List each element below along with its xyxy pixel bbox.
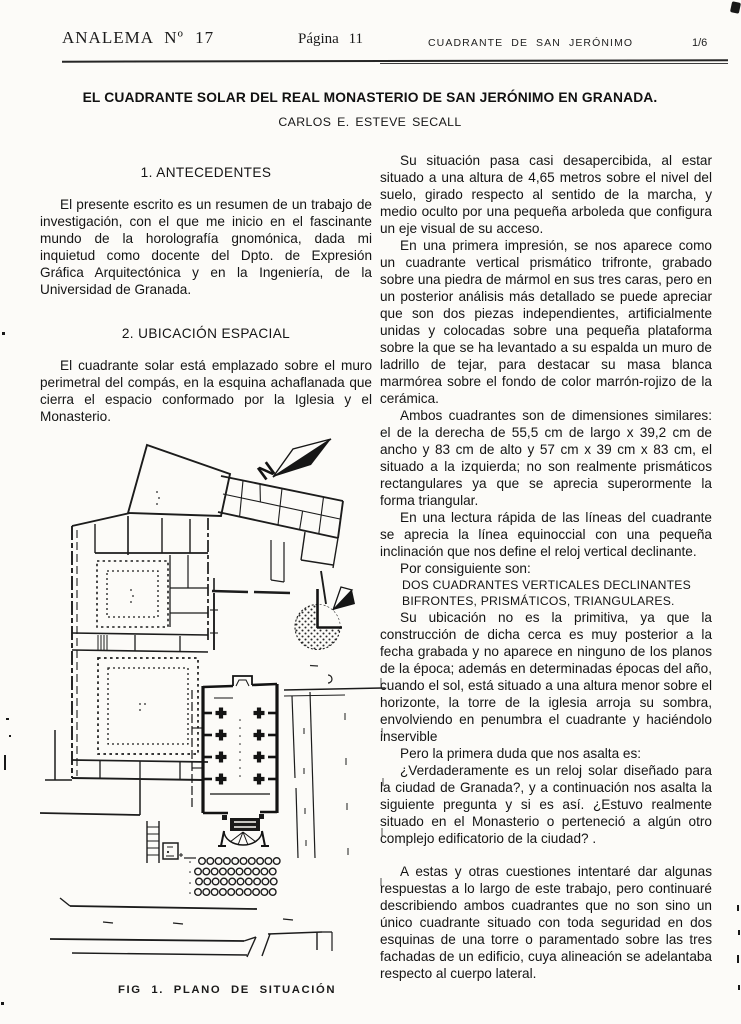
scan-artifact [737, 905, 739, 911]
article-title: EL CUADRANTE SOLAR DEL REAL MONASTERIO DE SAN JERÓNIMO EN GRANADA. [82, 90, 658, 105]
page-number-label: Página 11 [298, 31, 364, 47]
article-author: CARLOS E. ESTEVE SECALL [278, 115, 462, 129]
left-column [40, 156, 372, 425]
paragraph: ¿Verdaderamente es un reloj solar diseñado para la ciudad de Granada?, y a continuación nos asalta la siguiente pregunta y si es así. ¿Estuvo realmente situado en el Monasterio o perteneció a algún otro complejo edificatorio de la ciudad? . [380, 763, 712, 846]
paragraph: Ambos cuadrantes son de dimensiones similares: el de la derecha de 55,5 cm de largo x 39,2 cm de ancho y 83 cm de alto y 57 cm x 39 cm x 83 cm, el situado a la izquierda; no son realmente prismáticos rectangulares ya que se aprecia superormente la forma triangular. [380, 408, 712, 508]
right-column [380, 152, 712, 982]
scan-artifact [730, 1, 741, 14]
scan-artifact [2, 332, 5, 335]
paragraph: En una primera impresión, se nos aparece como un cuadrante vertical prismático trifronte, grabado sobre una piedra de mármol en sus tres caras, pero en un posterior análisis más detallado se puede apreciar que son dos piezas independientes, artificialmente unidas y colocadas sobre una pequeña plataforma sobre la que se ha levantado a su espalda un muro de ladrillo de tejar, para destacar su masa blanca marmórea sobre el fondo de color marrón-rojizo de la cerámica. [380, 238, 712, 406]
folio-indicator: 1/6 [692, 37, 708, 49]
plan-streets [50, 675, 385, 957]
paragraph: El cuadrante solar está emplazado sobre el muro perimetral del compás, en la esquina achaflanada que cierra el espacio conformado por la Iglesia y el Monasterio. [40, 358, 372, 424]
scan-artifact [9, 735, 11, 737]
svg-text:N: N [253, 457, 280, 486]
scan-artifact [4, 755, 6, 770]
plan-church [192, 676, 277, 846]
section-heading-ubicacion: 2. UBICACIÓN ESPACIAL [121, 326, 291, 341]
scan-artifact [6, 718, 9, 720]
paragraph: El presente escrito es un resumen de un trabajo de investigación, con el que me inicio en el fascinante mundo de la horolografía gnomónica, dada mi inquietud como docente del Dpto. de Expresión Gráfica Arquitectónica y en la Ingeniería, de la Universidad de Granada. [40, 197, 372, 297]
paragraph: En una lectura rápida de las líneas del cuadrante se aprecia la línea equinoccial con una pequeña inclinación que nos define el reloj vertical declinante. [380, 510, 712, 559]
plan-monastery-block [40, 513, 208, 863]
running-title: CUADRANTE DE SAN JERÓNIMO [428, 37, 634, 49]
scan-artifact [738, 985, 740, 990]
figure-caption: FIG 1. PLANO DE SITUACIÓN [118, 984, 337, 996]
plan-tree-grid [189, 858, 280, 896]
paragraph: Pero la primera duda que nos asalta es: [400, 746, 642, 761]
plan-upper-building [128, 445, 230, 516]
paragraph: Su ubicación no es la primitiva, ya que la construcción de dicha cerca es muy posterior a la fecha grabada y no aparece en ninguno de los planos de la época; además en determinadas épocas del año, cuando el sol, está situado a una altura menor sobre el horizonte, la torre de la iglesia arroja su sombra, envolviendo en penumbra el cuadrante y haciéndolo inservible [380, 610, 712, 744]
paragraph-smallcaps-definition: DOS CUADRANTES VERTICALES DECLINANTES BIFRONTES, PRISMÁTICOS, TRIANGULARES. [402, 578, 691, 608]
scan-artifact [737, 955, 739, 963]
figure-site-plan [40, 428, 385, 1010]
plan-northeast-wing [218, 476, 343, 582]
north-arrow-icon [254, 439, 331, 485]
paragraph: A estas y otras cuestiones intentaré dar algunas respuestas a lo largo de este trabajo, pero continuaré describiendo ambos cuadrantes que no son sino un único cuadrante situado con toda seguridad en dos esquinas de una torre o paramentado sobre las tres fachadas de un edificio, cuya alineación se adelantaba respecto al cuerpo lateral. [380, 864, 712, 981]
header-rule-shadow [380, 63, 728, 64]
scan-artifact [738, 930, 740, 935]
section-heading-antecedentes: 1. ANTECEDENTES [140, 165, 272, 180]
journal-name: ANALEMA Nº 17 [62, 28, 215, 47]
scan-artifact [1, 1002, 4, 1005]
paragraph: Por consiguiente son: [400, 561, 531, 576]
paragraph: Su situación pasa casi desapercibida, al estar situado a una altura de 4,65 metros sobre el nivel del suelo, girado respecto al sentido de la marcha, y medio oculto por una pequeña arboleda que configura un eje visual de su acceso. [380, 153, 712, 236]
